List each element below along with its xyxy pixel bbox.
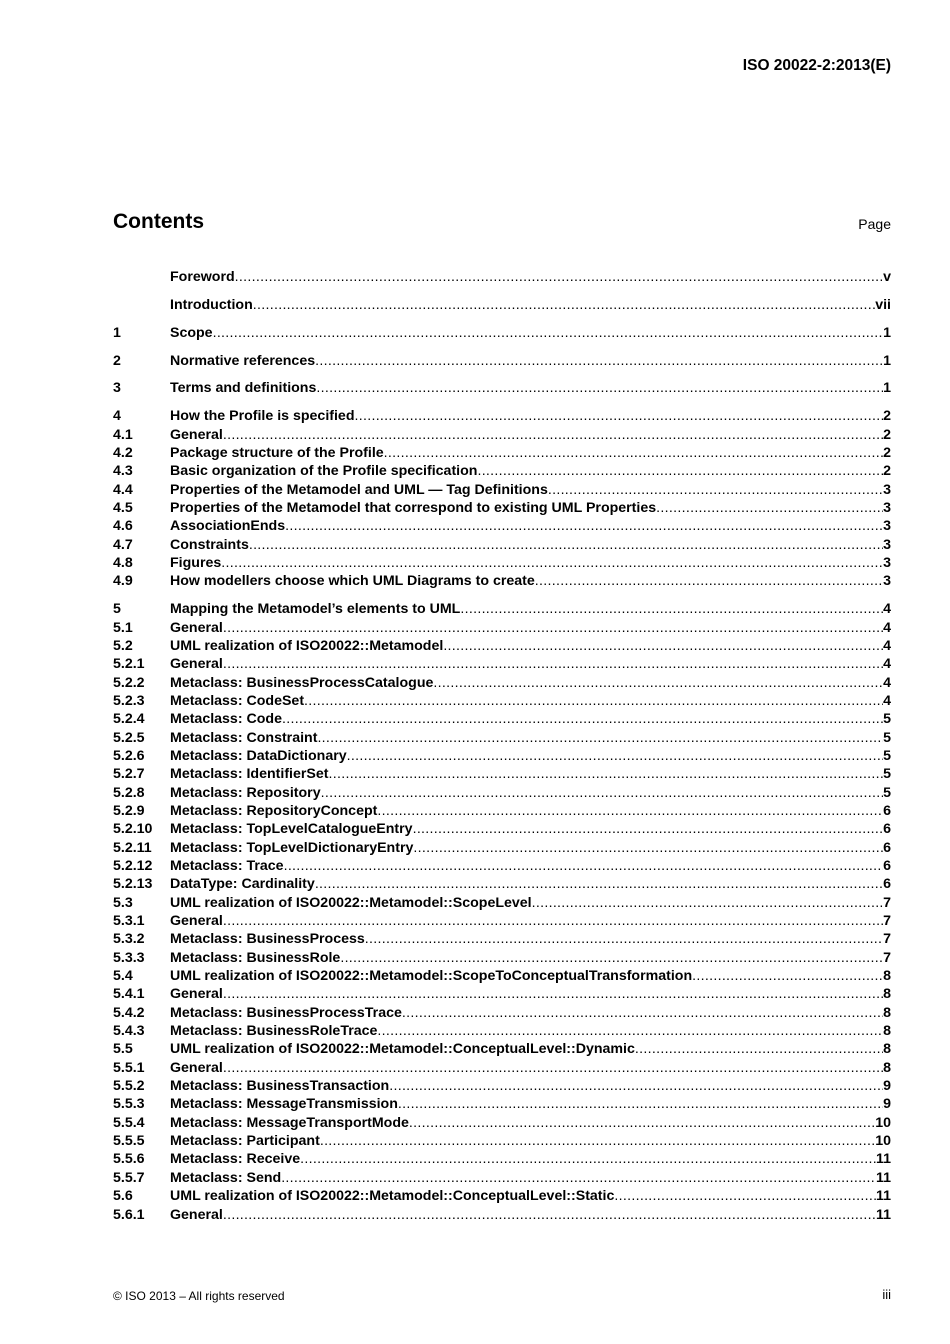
toc-entry[interactable] <box>113 710 891 728</box>
toc-leader-dots <box>223 912 883 930</box>
toc-entry-number: 4.7 <box>113 536 133 553</box>
toc-entry-title: Constraints <box>170 536 249 553</box>
toc-entry[interactable] <box>113 1077 891 1095</box>
toc-leader-dots <box>413 839 883 857</box>
toc-entry[interactable] <box>113 1150 891 1168</box>
toc-entry-page: 7 <box>883 894 891 911</box>
toc-entry-page: 3 <box>883 481 891 498</box>
toc-entry-number: 4.5 <box>113 499 133 516</box>
toc-entry-title: Metaclass: Receive <box>170 1151 301 1168</box>
toc-entry-number: 4.9 <box>113 573 133 590</box>
toc-entry-page: 6 <box>883 802 891 819</box>
toc-leader-dots <box>221 554 883 572</box>
toc-entry-page: 8 <box>883 986 891 1003</box>
toc-leader-dots <box>317 729 883 747</box>
toc-leader-dots <box>409 1114 875 1132</box>
toc-entry-title: DataType: Cardinality <box>170 876 315 893</box>
toc-leader-dots <box>281 1169 876 1187</box>
toc-entry-title: Metaclass: MessageTransportMode <box>170 1114 409 1131</box>
toc-entry[interactable] <box>113 784 891 802</box>
toc-entry-page: 4 <box>883 637 891 654</box>
toc-entry-page: 3 <box>883 554 891 571</box>
toc-entry-number: 5.5.4 <box>113 1114 145 1131</box>
toc-entry-page: 4 <box>883 674 891 691</box>
toc-entry-title: Metaclass: IdentifierSet <box>170 766 329 783</box>
toc-leader-dots <box>535 572 883 590</box>
toc-entry[interactable] <box>113 379 891 397</box>
toc-entry-number: 5.3.3 <box>113 949 145 966</box>
toc-leader-dots <box>328 765 883 783</box>
toc-leader-dots <box>315 875 883 893</box>
toc-leader-dots <box>384 444 883 462</box>
toc-entry-page: 8 <box>883 1004 891 1021</box>
toc-entry-page: 8 <box>883 1059 891 1076</box>
toc-entry-page: 9 <box>883 1078 891 1095</box>
toc-entry[interactable] <box>113 875 891 893</box>
toc-entry[interactable] <box>113 499 891 517</box>
toc-entry[interactable] <box>113 296 891 314</box>
toc-entry-title: Normative references <box>170 352 316 369</box>
toc-entry[interactable] <box>113 967 891 985</box>
toc-entry-page: v <box>883 269 891 285</box>
toc-entry-title: Metaclass: CodeSet <box>170 692 305 709</box>
toc-entry-title: UML realization of ISO20022::Metamodel::ScopeToConceptualTransformation <box>170 968 693 985</box>
toc-entry[interactable] <box>113 857 891 875</box>
toc-entry[interactable] <box>113 1114 891 1132</box>
toc-leader-dots <box>413 820 884 838</box>
toc-entry[interactable] <box>113 820 891 838</box>
toc-entry-page: 6 <box>883 839 891 856</box>
toc-leader-dots <box>300 1150 876 1168</box>
toc-leader-dots <box>235 268 883 286</box>
toc-entry[interactable] <box>113 674 891 692</box>
toc-entry-page: 5 <box>883 711 891 728</box>
toc-entry[interactable] <box>113 637 891 655</box>
toc-entry-title: Figures <box>170 554 222 571</box>
toc-leader-dots <box>223 1059 883 1077</box>
toc-entry-title: UML realization of ISO20022::Metamodel::ScopeLevel <box>170 894 532 911</box>
toc-entry-title: Properties of the Metamodel that correspond to existing UML Properties <box>170 499 657 516</box>
toc-entry[interactable] <box>113 572 891 590</box>
toc-leader-dots <box>389 1077 883 1095</box>
toc-entry-number: 5.2.8 <box>113 784 145 801</box>
toc-entry-number: 5.2.7 <box>113 766 145 783</box>
toc-entry[interactable] <box>113 1132 891 1150</box>
table-of-contents <box>113 268 891 1224</box>
toc-entry-title: Properties of the Metamodel and UML — Tag Definitions <box>170 481 548 498</box>
toc-leader-dots <box>223 1206 876 1224</box>
toc-entry-title: Metaclass: RepositoryConcept <box>170 802 378 819</box>
toc-entry-number: 5.4 <box>113 968 133 985</box>
toc-entry-number: 5.2.3 <box>113 692 145 709</box>
toc-leader-dots <box>340 949 883 967</box>
toc-entry-number: 2 <box>113 352 121 369</box>
toc-entry[interactable] <box>113 1040 891 1058</box>
toc-entry-title: Metaclass: Trace <box>170 857 284 874</box>
toc-entry-number: 5.4.2 <box>113 1004 145 1021</box>
toc-leader-dots <box>656 499 883 517</box>
toc-entry-number: 5.2.6 <box>113 747 145 764</box>
toc-entry-page: 10 <box>875 1133 891 1150</box>
toc-entry-page: 11 <box>876 1206 891 1223</box>
toc-leader-dots <box>285 517 883 535</box>
contents-heading: Contents <box>113 210 204 233</box>
toc-entry-number: 5.5 <box>113 1041 133 1058</box>
toc-entry[interactable] <box>113 1169 891 1187</box>
toc-entry[interactable] <box>113 462 891 480</box>
toc-entry-title: Metaclass: Code <box>170 711 282 728</box>
toc-leader-dots <box>377 802 883 820</box>
toc-entry[interactable] <box>113 1187 891 1205</box>
toc-entry-number: 5.2.1 <box>113 656 145 673</box>
toc-entry-title: Metaclass: TopLevelDictionaryEntry <box>170 839 414 856</box>
toc-entry-title: Metaclass: BusinessRoleTrace <box>170 1023 378 1040</box>
toc-entry[interactable] <box>113 600 891 618</box>
toc-entry-number: 5.2.9 <box>113 802 145 819</box>
toc-entry[interactable] <box>113 912 891 930</box>
toc-entry[interactable] <box>113 1059 891 1077</box>
toc-entry-title: Package structure of the Profile <box>170 444 384 461</box>
page-column-label: Page <box>858 216 891 232</box>
toc-entry[interactable] <box>113 1095 891 1113</box>
toc-leader-dots <box>460 600 883 618</box>
toc-leader-dots <box>321 784 884 802</box>
toc-entry[interactable] <box>113 426 891 444</box>
toc-entry-number: 4.6 <box>113 518 133 535</box>
toc-entry-title: Metaclass: BusinessProcessCatalogue <box>170 674 434 691</box>
toc-entry-number: 5.5.1 <box>113 1059 145 1076</box>
toc-leader-dots <box>402 1004 883 1022</box>
toc-entry[interactable] <box>113 352 891 370</box>
toc-entry-page: 11 <box>876 1169 891 1186</box>
toc-leader-dots <box>477 462 883 480</box>
toc-entry-number: 4 <box>113 408 121 425</box>
toc-entry-number: 5.5.5 <box>113 1133 145 1150</box>
toc-entry-title: Metaclass: Repository <box>170 784 321 801</box>
toc-entry-page: 11 <box>876 1151 891 1168</box>
toc-entry-title: How modellers choose which UML Diagrams to create <box>170 573 535 590</box>
toc-entry-number: 1 <box>113 324 121 341</box>
toc-entry-number: 5.5.3 <box>113 1096 145 1113</box>
toc-leader-dots <box>443 637 883 655</box>
toc-entry-number: 5.3.2 <box>113 931 145 948</box>
toc-entry[interactable] <box>113 930 891 948</box>
toc-entry-number: 5.2 <box>113 637 133 654</box>
toc-entry-page: 2 <box>883 426 891 443</box>
toc-entry-title: General <box>170 913 223 929</box>
toc-entry-number: 5.4.1 <box>113 986 145 1003</box>
toc-entry-number: 4.1 <box>113 426 133 443</box>
toc-entry[interactable] <box>113 407 891 425</box>
toc-entry[interactable] <box>113 481 891 499</box>
toc-entry-number: 4.8 <box>113 554 133 571</box>
toc-leader-dots <box>284 857 884 875</box>
toc-entry-number: 4.4 <box>113 481 133 498</box>
toc-leader-dots <box>223 655 883 673</box>
toc-entry-number: 5.2.4 <box>113 711 145 728</box>
toc-entry-title: Basic organization of the Profile specification <box>170 463 478 480</box>
toc-entry-page: 3 <box>883 573 891 590</box>
toc-entry-title: Metaclass: TopLevelCatalogueEntry <box>170 821 413 838</box>
toc-leader-dots <box>316 379 883 397</box>
toc-entry-page: 5 <box>883 729 891 746</box>
toc-entry[interactable] <box>113 692 891 710</box>
toc-entry-page: 5 <box>883 766 891 783</box>
toc-entry-page: 2 <box>883 408 891 425</box>
toc-entry-page: 1 <box>883 352 891 369</box>
toc-entry-page: 1 <box>883 324 891 341</box>
toc-entry[interactable] <box>113 949 891 967</box>
toc-entry-number: 4.2 <box>113 444 133 461</box>
toc-leader-dots <box>377 1022 883 1040</box>
toc-entry[interactable] <box>113 554 891 572</box>
toc-entry-page: 3 <box>883 536 891 553</box>
toc-leader-dots <box>635 1040 883 1058</box>
toc-leader-dots <box>548 481 883 499</box>
toc-entry-number: 5.3.1 <box>113 913 145 929</box>
toc-leader-dots <box>398 1095 883 1113</box>
toc-entry-page: 7 <box>883 913 891 929</box>
toc-entry-page: 3 <box>883 518 891 535</box>
toc-entry-title: Metaclass: BusinessProcess <box>170 931 365 948</box>
toc-entry-title: UML realization of ISO20022::Metamodel::ConceptualLevel::Static <box>170 1188 615 1205</box>
toc-entry-page: 4 <box>883 656 891 673</box>
toc-entry-title: General <box>170 656 223 673</box>
toc-entry[interactable] <box>113 802 891 820</box>
toc-leader-dots <box>249 536 883 554</box>
toc-entry[interactable] <box>113 985 891 1003</box>
toc-entry-title: Metaclass: Participant <box>170 1133 320 1150</box>
toc-entry-title: Introduction <box>170 296 253 313</box>
toc-entry-title: Terms and definitions <box>170 380 317 397</box>
toc-entry-title: Metaclass: Constraint <box>170 729 318 746</box>
toc-entry[interactable] <box>113 517 891 535</box>
toc-entry-title: Metaclass: BusinessRole <box>170 949 341 966</box>
toc-entry[interactable] <box>113 839 891 857</box>
page-number: iii <box>882 1287 891 1302</box>
document-id: ISO 20022-2:2013(E) <box>742 57 891 74</box>
toc-entry-page: vii <box>875 296 891 313</box>
toc-leader-dots <box>320 1132 875 1150</box>
toc-leader-dots <box>223 985 883 1003</box>
toc-entry-number: 4.3 <box>113 463 133 480</box>
toc-entry-title: Metaclass: MessageTransmission <box>170 1096 398 1113</box>
toc-entry-page: 8 <box>883 1041 891 1058</box>
toc-entry[interactable] <box>113 1022 891 1040</box>
toc-entry-title: Metaclass: Send <box>170 1169 282 1186</box>
toc-entry-page: 7 <box>883 931 891 948</box>
toc-entry-page: 2 <box>883 444 891 461</box>
toc-entry-page: 5 <box>883 747 891 764</box>
toc-leader-dots <box>282 710 883 728</box>
toc-entry-page: 6 <box>883 821 891 838</box>
toc-entry[interactable] <box>113 619 891 637</box>
toc-entry-number: 5.1 <box>113 619 133 636</box>
toc-entry-number: 5.2.5 <box>113 729 145 746</box>
toc-entry-title: Metaclass: DataDictionary <box>170 747 347 764</box>
toc-leader-dots <box>365 930 883 948</box>
toc-entry-title: General <box>170 619 223 636</box>
toc-entry-title: General <box>170 426 223 443</box>
toc-entry-title: UML realization of ISO20022::Metamodel <box>170 637 444 654</box>
toc-entry[interactable] <box>113 1206 891 1224</box>
toc-entry-page: 6 <box>883 876 891 893</box>
toc-entry-page: 6 <box>883 857 891 874</box>
toc-leader-dots <box>223 426 883 444</box>
toc-entry-number: 5 <box>113 601 121 618</box>
toc-leader-dots <box>354 407 883 425</box>
toc-entry-page: 3 <box>883 499 891 516</box>
toc-entry-page: 1 <box>883 380 891 397</box>
toc-entry-number: 5.5.7 <box>113 1169 145 1186</box>
toc-entry[interactable] <box>113 536 891 554</box>
toc-entry-page: 5 <box>883 784 891 801</box>
toc-entry-number: 5.2.12 <box>113 857 153 874</box>
toc-entry[interactable] <box>113 747 891 765</box>
toc-leader-dots <box>304 692 883 710</box>
toc-entry-number: 5.6 <box>113 1188 133 1205</box>
toc-entry-page: 4 <box>883 692 891 709</box>
toc-leader-dots <box>692 967 883 985</box>
toc-leader-dots <box>223 619 883 637</box>
toc-entry-number: 5.2.11 <box>113 839 152 856</box>
toc-entry-title: Scope <box>170 324 213 341</box>
toc-entry-number: 5.6.1 <box>113 1206 145 1223</box>
toc-entry-page: 10 <box>875 1114 891 1131</box>
toc-leader-dots <box>433 674 883 692</box>
toc-entry[interactable] <box>113 729 891 747</box>
toc-entry-page: 4 <box>883 601 891 618</box>
toc-entry-page: 4 <box>883 619 891 636</box>
toc-entry-page: 8 <box>883 968 891 985</box>
toc-entry[interactable] <box>113 1004 891 1022</box>
toc-entry-title: General <box>170 986 223 1003</box>
toc-leader-dots <box>347 747 883 765</box>
toc-leader-dots <box>532 894 884 912</box>
toc-entry[interactable] <box>113 324 891 342</box>
toc-entry-page: 11 <box>876 1188 891 1205</box>
toc-entry-page: 7 <box>883 949 891 966</box>
toc-entry-number: 5.4.3 <box>113 1023 145 1040</box>
toc-entry[interactable] <box>113 268 891 286</box>
toc-entry-title: AssociationEnds <box>170 518 286 535</box>
toc-entry[interactable] <box>113 894 891 912</box>
toc-entry-number: 5.3 <box>113 894 133 911</box>
toc-leader-dots <box>315 352 883 370</box>
copyright-notice: © ISO 2013 – All rights reserved <box>113 1289 285 1303</box>
toc-entry-title: General <box>170 1206 223 1223</box>
toc-entry-title: Metaclass: BusinessProcessTrace <box>170 1004 402 1021</box>
toc-leader-dots <box>614 1187 876 1205</box>
toc-entry-number: 5.2.13 <box>113 876 153 893</box>
toc-entry-number: 3 <box>113 380 121 397</box>
toc-entry-number: 5.5.6 <box>113 1151 145 1168</box>
toc-entry-number: 5.5.2 <box>113 1078 145 1095</box>
toc-entry-title: General <box>170 1059 223 1076</box>
toc-entry-page: 8 <box>883 1023 891 1040</box>
toc-leader-dots <box>213 324 884 342</box>
toc-entry-title: Mapping the Metamodel’s elements to UML <box>170 601 461 618</box>
toc-entry[interactable] <box>113 444 891 462</box>
toc-entry[interactable] <box>113 765 891 783</box>
toc-entry-number: 5.2.2 <box>113 674 145 691</box>
toc-entry-title: UML realization of ISO20022::Metamodel::ConceptualLevel::Dynamic <box>170 1041 635 1058</box>
toc-entry[interactable] <box>113 655 891 673</box>
toc-leader-dots <box>253 296 875 314</box>
toc-entry-title: Metaclass: BusinessTransaction <box>170 1078 390 1095</box>
toc-entry-number: 5.2.10 <box>113 821 153 838</box>
toc-entry-page: 9 <box>883 1096 891 1113</box>
toc-entry-page: 2 <box>883 463 891 480</box>
toc-entry-title: Foreword <box>170 269 235 285</box>
toc-entry-title: How the Profile is specified <box>170 408 355 425</box>
